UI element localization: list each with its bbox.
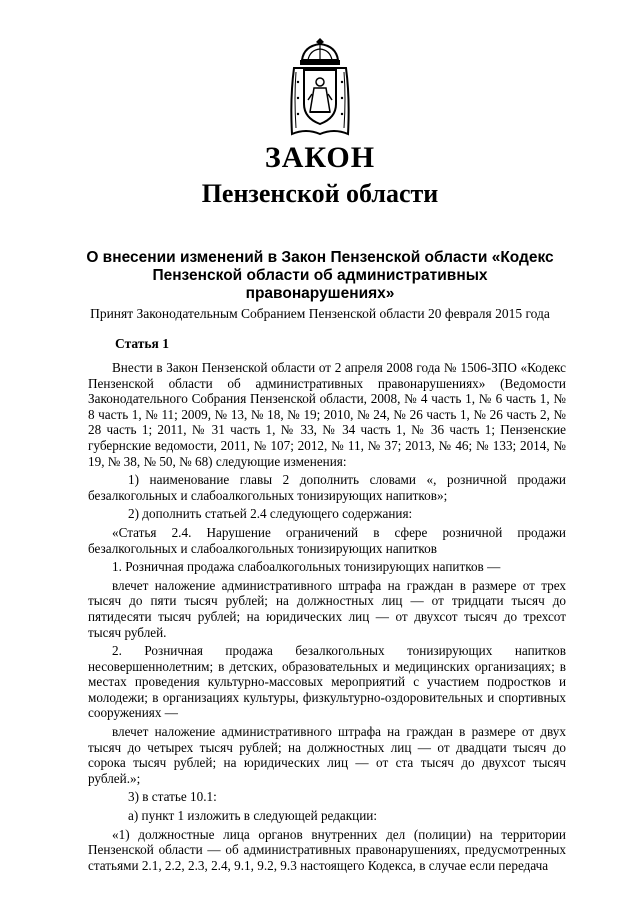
paragraph: влечет наложение административного штрафа на граждан в размере от двух тысяч до четырех тысяч рублей; на должностных лиц — от двадцати тысяч до сорока тысяч рублей; на юридических лиц — от ста тысяч до двухсот тысяч рублей.»;: [88, 724, 566, 786]
coat-of-arms-icon: [286, 38, 354, 138]
paragraph: а) пункт 1 изложить в следующей редакции:: [128, 808, 378, 824]
law-subject: О внесении изменений в Закон Пензенской области «Кодекс Пензенской области об административных правонарушениях»: [86, 249, 554, 302]
paragraph: 2) дополнить статьей 2.4 следующего содержания:: [128, 506, 413, 522]
paragraph: 2. Розничная продажа безалкогольных тонизирующих напитков несовершеннолетним; в детских, образовательных и медицинских организациях; в местах проведения культурно-массовых мероприятий с участием подростков и молодежи; в организациях культуры, физкультурно-оздоровительных и спортивных сооружениях —: [88, 643, 566, 721]
paragraph: 3) в статье 10.1:: [128, 789, 217, 805]
law-body: [88, 360, 566, 876]
paragraph: «Статья 2.4. Нарушение ограничений в сфере розничной продажи безалкогольных и слабоалкогольных тонизирующих напитков: [88, 524, 566, 556]
paragraph: 1. Розничная продажа слабоалкогольных тонизирующих напитков —: [112, 559, 501, 575]
document-region: Пензенской области: [201, 179, 439, 208]
paragraph: 1) наименование главы 2 дополнить словами «, розничной продажи безалкогольных и слабоалкогольных тонизирующих напитков»;: [88, 472, 566, 503]
article-heading: Статья 1: [115, 336, 169, 351]
paragraph: влечет наложение административного штрафа на граждан в размере от трех тысяч до пяти тысяч рублей; на должностных лиц — от тридцати тысяч до пятидесяти тысяч рублей; на юридических лиц — от двухсот тысяч до трехсот тысяч рублей.: [88, 577, 566, 640]
document-title: ЗАКОН: [264, 141, 376, 174]
paragraph: Внести в Закон Пензенской области от 2 апреля 2008 года № 1506-ЗПО «Кодекс Пензенской области об административных правонарушениях» (Ведомости Законодательного Собрания Пензенской области, 2008, № 4 часть 1, № 6 часть 1, № 8 часть 1, № 11; 2009, № 13, № 18, № 19; 2010, № 24, № 26 часть 1, № 26 часть 2, № 28 часть 1; 2011, № 31 часть 1, № 33, № 34 часть 1, № 36 часть 1; Пензенские губернские ведомости, 2011, № 107; 2012, № 11, № 37; 2013, № 46; № 133; 2014, № 19, № 38, № 50, № 68) следующие изменения:: [88, 360, 566, 469]
paragraph: «1) должностные лица органов внутренних дел (полиции) на территории Пензенской области — об административных правонарушениях, предусмотренных статьями 2.1, 2.2, 2.3, 2.4, 9.1, 9.2, 9.3 настоящего Кодекса, в случае если передача: [88, 826, 566, 873]
adoption-line: Принят Законодательным Собранием Пензенской области 20 февраля 2015 года: [90, 306, 550, 321]
